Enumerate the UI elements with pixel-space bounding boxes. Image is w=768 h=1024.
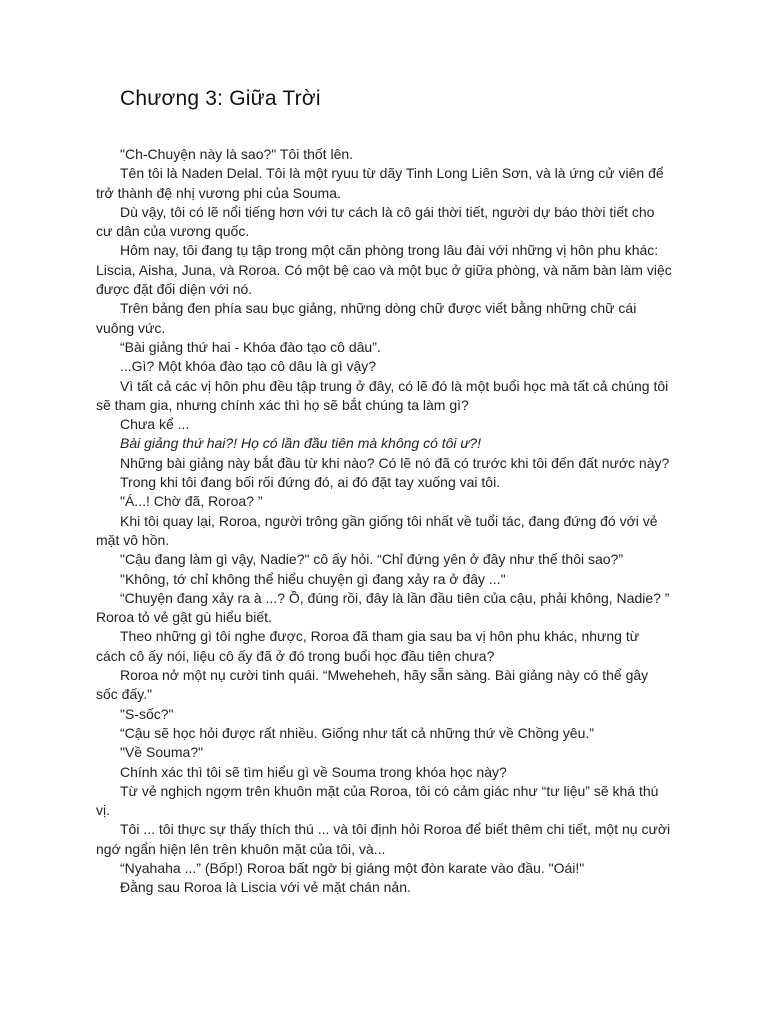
body-paragraph: "Không, tớ chỉ không thể hiểu chuyện gì đang xảy ra ở đây ..." bbox=[120, 570, 506, 587]
body-paragraph: Roroa nở một nụ cười tinh quái. “Mweheheh, hãy sẵn sàng. Bài giảng này có thể gây sốc đấy." bbox=[96, 667, 649, 703]
body-paragraph: ...Gì? Một khóa đào tạo cô dâu là gì vậy? bbox=[120, 358, 377, 375]
body-paragraph: Những bài giảng này bắt đầu từ khi nào? Có lẽ nó đã có trước khi tôi đến đất nước này? bbox=[120, 454, 670, 471]
body-paragraph: Dù vậy, tôi có lẽ nổi tiếng hơn với tư cách là cô gái thời tiết, người dự báo thời tiết cho cư dân của vương quốc. bbox=[96, 203, 655, 240]
body-paragraph: "Cậu đang làm gì vậy, Nadie?" cô ấy hỏi. “Chỉ đứng yên ở đây như thế thôi sao?” bbox=[120, 551, 623, 568]
body-paragraph: Hôm nay, tôi đang tụ tập trong một căn phòng trong lâu đài với những vị hôn phu khác: Liscia, Aisha, Juna, và Roroa. Có một bệ cao và một bục ở giữa phòng, và năm bàn làm việc được đặt đối diện với nó. bbox=[96, 242, 672, 298]
body-paragraph: Đằng sau Roroa là Liscia với vẻ mặt chán nản. bbox=[120, 879, 411, 896]
body-paragraph: Trong khi tôi đang bối rối đứng đó, ai đó đặt tay xuống vai tôi. bbox=[120, 474, 501, 491]
body-paragraph: Vì tất cả các vị hôn phu đều tập trung ở đây, có lẽ đó là một buổi học mà tất cả chúng tôi sẽ tham gia, nhưng chính xác thì họ sẽ bắt chúng ta làm gì? bbox=[96, 377, 669, 413]
body-paragraph: Chưa kể ... bbox=[120, 416, 190, 433]
body-paragraph: Từ vẻ nghịch ngợm trên khuôn mặt của Roroa, tôi có cảm giác như “tư liệu” sẽ khá thú vị. bbox=[96, 782, 659, 819]
body-paragraph: Bài giảng thứ hai?! Họ có lần đầu tiên mà không có tôi ư?! bbox=[120, 435, 481, 452]
body-paragraph: “Chuyện đang xảy ra à ...? Ồ, đúng rồi, đây là lần đầu tiên của cậu, phải không, Nadie? ” Roroa tỏ vẻ gật gù hiểu biết. bbox=[96, 589, 670, 626]
body-paragraph: "Á...! Chờ đã, Roroa? ” bbox=[120, 493, 263, 510]
body-paragraph: “Bài giảng thứ hai - Khóa đào tạo cô dâu”. bbox=[120, 338, 381, 355]
body-paragraph: Tên tôi là Naden Delal. Tôi là một ryuu từ dãy Tinh Long Liên Sơn, và là ứng cử viên để trở thành đệ nhị vương phi của Souma. bbox=[96, 165, 664, 201]
body-paragraph: “Nyahaha ...” (Bốp!) Roroa bất ngờ bị giáng một đòn karate vào đầu. "Oái!" bbox=[120, 859, 585, 876]
chapter-body bbox=[96, 145, 672, 898]
body-paragraph: Chính xác thì tôi sẽ tìm hiểu gì về Souma trong khóa học này? bbox=[120, 763, 507, 780]
body-paragraph: "S-sốc?" bbox=[120, 705, 174, 722]
body-paragraph: “Cậu sẽ học hỏi được rất nhiều. Giống như tất cả những thứ về Chồng yêu.” bbox=[120, 724, 594, 741]
body-paragraph: Khi tôi quay lại, Roroa, người trông gần giống tôi nhất về tuổi tác, đang đứng đó với vẻ mặt vô hồn. bbox=[96, 512, 658, 548]
body-paragraph: Tôi ... tôi thực sự thấy thích thú ... và tôi định hỏi Roroa để biết thêm chi tiết, một nụ cười ngớ ngẩn hiện lên trên khuôn mặt của tôi, và... bbox=[96, 821, 671, 857]
body-paragraph: "Ch-Chuyện này là sao?" Tôi thốt lên. bbox=[120, 146, 354, 162]
body-paragraph: "Về Souma?" bbox=[120, 744, 204, 761]
body-paragraph: Trên bảng đen phía sau bục giảng, những dòng chữ được viết bằng những chữ cái vuông vức. bbox=[96, 300, 637, 336]
chapter-title: Chương 3: Giữa Trời bbox=[120, 87, 321, 110]
body-paragraph: Theo những gì tôi nghe được, Roroa đã tham gia sau ba vị hôn phu khác, nhưng từ cách cô ấy nói, liệu cô ấy đã ở đó trong buổi học đầu tiên chưa? bbox=[96, 628, 640, 664]
